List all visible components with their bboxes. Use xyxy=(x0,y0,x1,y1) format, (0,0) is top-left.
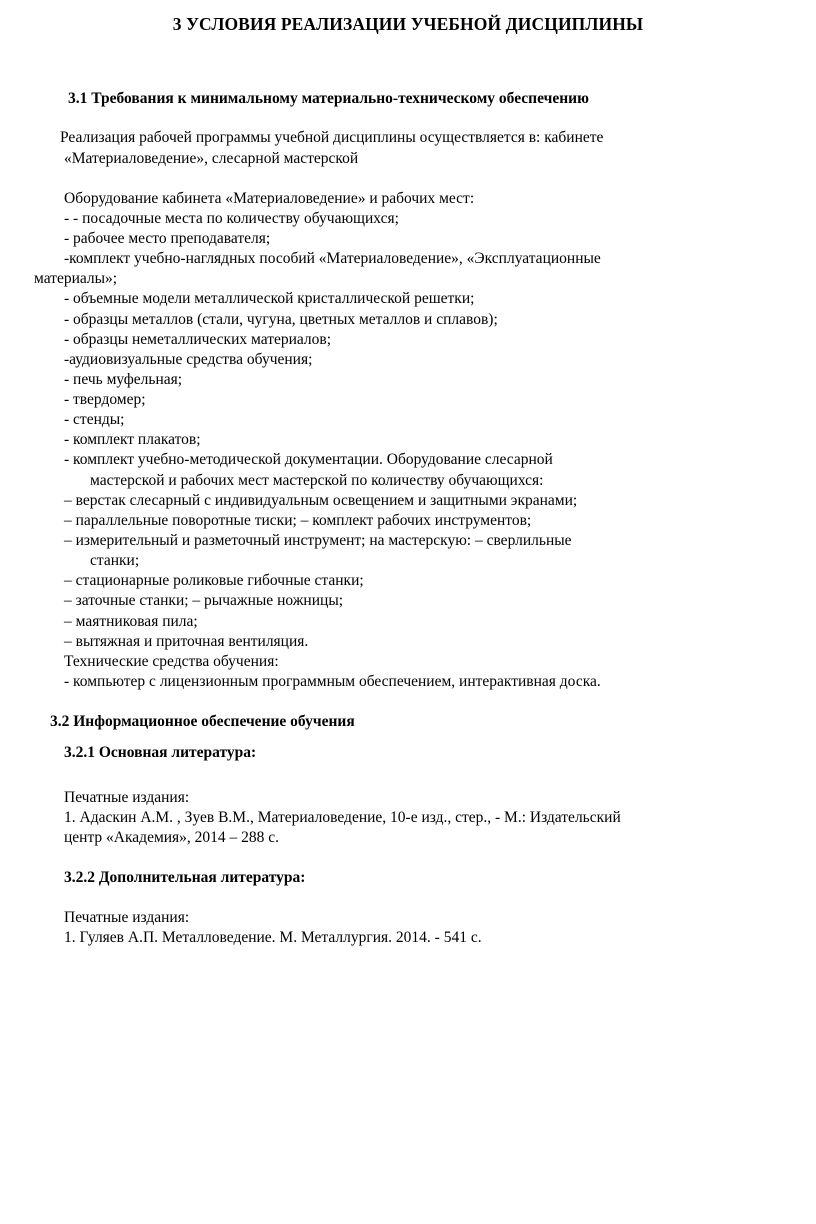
tech-means-heading: Технические средства обучения: xyxy=(64,652,279,670)
section-heading-3-2: 3.2 Информационное обеспечение обучения xyxy=(50,713,355,731)
spacer xyxy=(34,888,782,908)
list-item: - стенды; xyxy=(64,411,125,429)
section-heading-3-1: 3.1 Требования к минимальному материально-техническому обеспечению xyxy=(68,90,589,107)
list-item-continuation: материалы»; xyxy=(34,270,118,288)
spacer xyxy=(34,108,782,128)
printed-editions-label: Печатные издания: xyxy=(64,908,190,926)
list-item: – параллельные поворотные тиски; – комплект рабочих инструментов; xyxy=(64,511,532,529)
list-item: -аудиовизуальные средства обучения; xyxy=(64,350,313,368)
list-item: – стационарные роликовые гибочные станки; xyxy=(64,572,364,590)
list-item-continuation: станки; xyxy=(90,552,140,570)
equipment-list xyxy=(34,209,782,451)
intro-paragraph-line-1: Реализация рабочей программы учебной дисциплины осуществляется в: кабинете xyxy=(60,129,604,147)
section-heading-3-2-1: 3.2.1 Основная литература: xyxy=(64,743,257,761)
spacer xyxy=(34,169,782,189)
list-item: – маятниковая пила; xyxy=(64,612,198,630)
list-item: – вытяжная и приточная вентиляция. xyxy=(64,632,309,650)
workshop-heading-line-1: - комплект учебно-методической документации. Оборудование слесарной xyxy=(64,451,553,469)
page-title: 3 УСЛОВИЯ РЕАЛИЗАЦИИ УЧЕБНОЙ ДИСЦИПЛИНЫ xyxy=(172,14,644,34)
list-item: - печь муфельная; xyxy=(64,370,183,388)
spacer xyxy=(34,762,782,788)
list-item: – заточные станки; – рычажные ножницы; xyxy=(64,592,344,610)
list-item: – верстак слесарный с индивидуальным освещением и защитными экранами; xyxy=(64,491,578,509)
spacer xyxy=(34,732,782,743)
printed-editions-label: Печатные издания: xyxy=(64,788,190,806)
list-item: - образцы неметаллических материалов; xyxy=(64,330,332,348)
reference-entry-line-1: 1. Гуляев А.П. Металловедение. М. Металлургия. 2014. - 541 с. xyxy=(64,928,482,946)
list-item: - твердомер; xyxy=(64,391,146,409)
tech-means-item: - компьютер с лицензионным программным обеспечением, интерактивная доска. xyxy=(64,673,601,691)
list-item: - объемные модели металлической кристаллической решетки; xyxy=(64,290,475,308)
list-item: - рабочее место преподавателя; xyxy=(64,229,271,247)
intro-paragraph-line-2: «Материаловедение», слесарной мастерской xyxy=(64,149,359,167)
list-item: - - посадочные места по количеству обучающихся; xyxy=(64,209,399,227)
reference-entry-line-2: центр «Академия», 2014 – 288 с. xyxy=(64,829,280,847)
list-item: - образцы металлов (стали, чугуна, цветных металлов и сплавов); xyxy=(64,310,498,328)
workshop-list xyxy=(34,491,782,652)
equipment-heading: Оборудование кабинета «Материаловедение» и рабочих мест: xyxy=(64,189,475,207)
spacer xyxy=(34,848,782,868)
list-item: -комплект учебно-наглядных пособий «Материаловедение», «Эксплуатационные xyxy=(64,250,601,268)
reference-entry-line-1: 1. Адаскин А.М. , Зуев В.М., Материаловедение, 10-е изд., стер., - М.: Издательский xyxy=(64,809,621,827)
list-item: – измерительный и разметочный инструмент; на мастерскую: – сверлильные xyxy=(64,532,572,550)
spacer xyxy=(34,35,782,61)
section-heading-3-2-2: 3.2.2 Дополнительная литература: xyxy=(64,869,306,887)
list-item: - комплект плакатов; xyxy=(64,431,201,449)
spacer xyxy=(34,692,782,712)
workshop-heading-line-2: мастерской и рабочих мест мастерской по количеству обучающихся: xyxy=(90,471,544,489)
